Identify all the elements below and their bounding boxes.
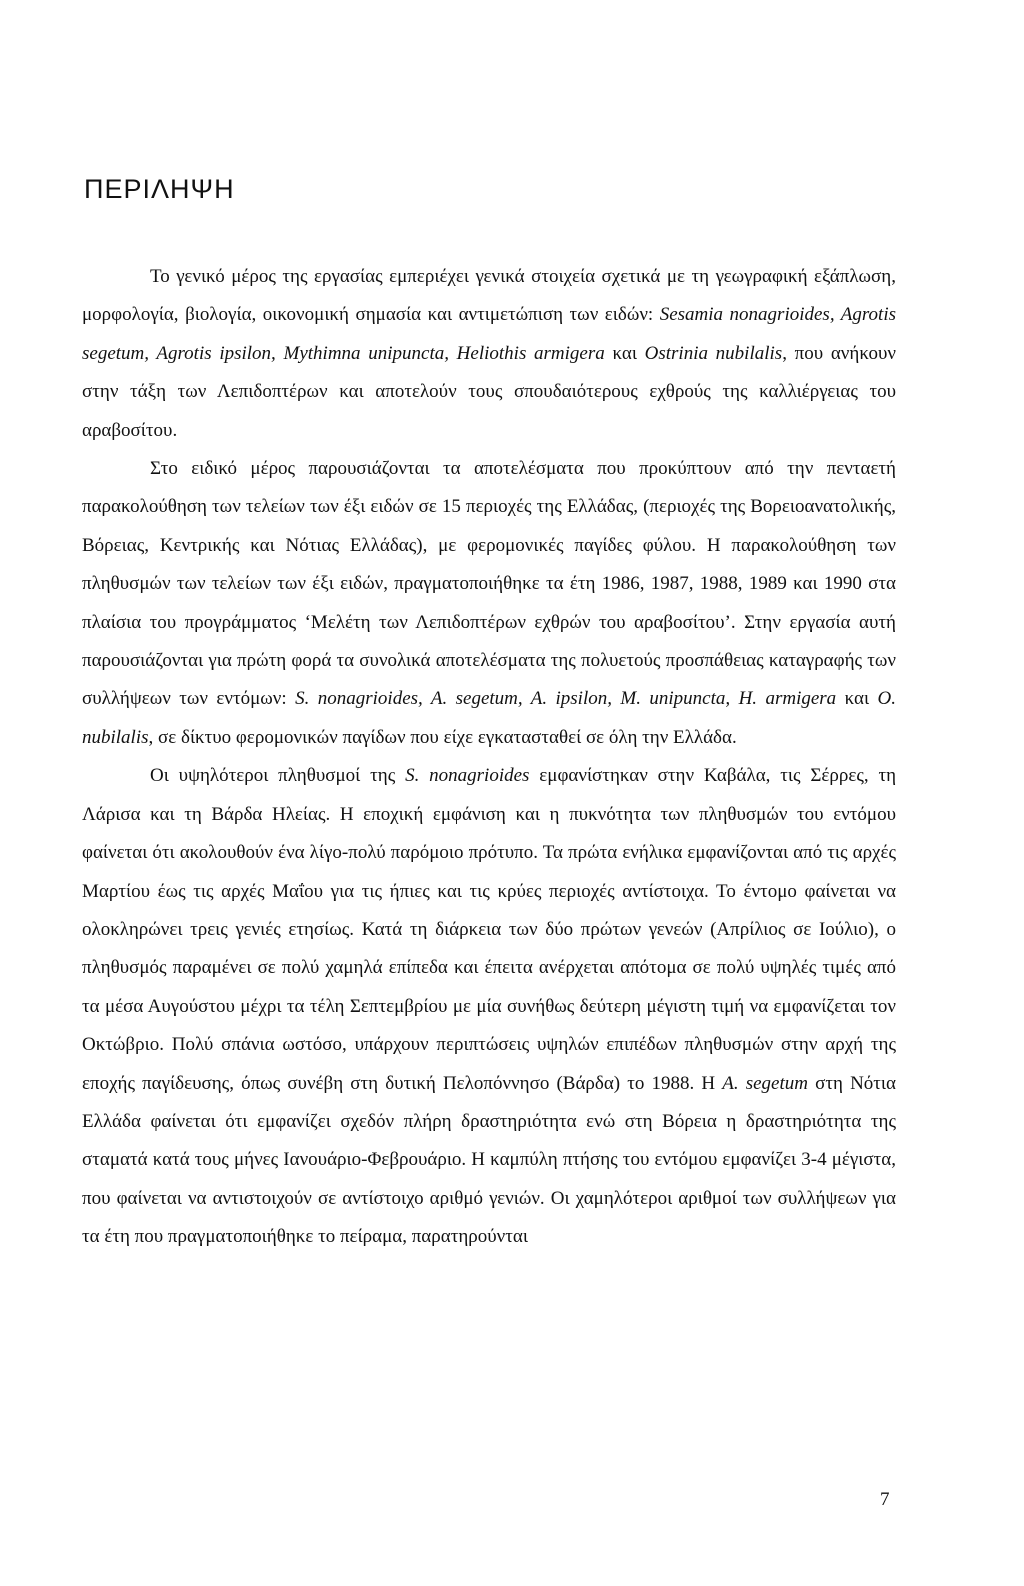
- abstract-body: [82, 258, 896, 1257]
- text-run: στη Νότια Ελλάδα φαίνεται ότι εμφανίζει σχεδόν πλήρη δραστηριότητα ενώ στη Βόρεια η δραστηριότητα της σταματά κατά τους μήνες Ιανουάριο-Φεβρουάριο. Η καμπύλη πτήσης του εντόμου εμφανίζει 3-4 μέγιστα, που φαίνεται να αντιστοιχούν σε αντίστοιχο αριθμό γενιών. Οι χαμηλότεροι αριθμοί των συλλήψεων για τα έτη που πραγματοποιήθηκε το πείραμα, παρατηρούνται: [82, 1072, 896, 1248]
- paragraph-general-part: [82, 258, 896, 450]
- text-run: , που ανήκουν στην τάξη των Λεπιδοπτέρων και αποτελούν τους σπουδαιότερους εχθρούς της καλλιέργειας του αραβοσίτου.: [82, 342, 896, 441]
- paragraph-population-results: [82, 757, 896, 1256]
- text-run: , σε δίκτυο φερομονικών παγίδων που είχε εγκατασταθεί σε όλη την Ελλάδα.: [148, 726, 737, 748]
- text-run: και: [604, 342, 645, 364]
- species-name: Sesamia nonagrioides, Agrotis segetum, Agrotis ipsilon, Mythimna unipuncta, Heliothis armigera: [82, 304, 896, 364]
- page-number: 7: [880, 1489, 890, 1510]
- paragraph-special-part: [82, 450, 896, 757]
- species-name: O. nubilalis: [82, 688, 896, 748]
- text-run: εμφανίστηκαν στην Καβάλα, τις Σέρρες, τη Λάρισα και τη Βάρδα Ηλείας. Η εποχική εμφάνιση και η πυκνότητα των πληθυσμών του εντόμου φαίνεται ότι ακολουθούν ένα λίγο-πολύ παρόμοιο πρότυπο. Τα πρώτα ενήλικα εμφανίζονται από τις αρχές Μαρτίου έως τις αρχές Μαΐου για τις ήπιες και τις κρύες περιοχές αντίστοιχα. Το έντομο φαίνεται να ολοκληρώνει τρεις γενιές ετησίως. Κατά τη διάρκεια των δύο πρώτων γενεών (Απρίλιος σε Ιούλιο), ο πληθυσμός παραμένει σε πολύ χαμηλά επίπεδα και έπειτα ανέρχεται απότομα σε πολύ υψηλές τιμές από τα μέσα Αυγούστου μέχρι τα τέλη Σεπτεμβρίου με μία συνήθως δεύτερη μέγιστη τιμή να εμφανίζεται τον Οκτώβριο. Πολύ σπάνια ωστόσο, υπάρχουν περιπτώσεις υψηλών επιπέδων πληθυσμών στην αρχή της εποχής παγίδευσης, όπως συνέβη στη δυτική Πελοπόννησο (Βάρδα) το 1988. Η: [82, 765, 897, 1094]
- page-title: ΠΕΡΙΛΗΨΗ: [84, 174, 235, 204]
- text-run: Στο ειδικό μέρος παρουσιάζονται τα αποτελέσματα που προκύπτουν από την πενταετή παρακολούθηση των τελείων των έξι ειδών σε 15 περιοχές της Ελλάδας, (περιοχές της Βορειοανατολικής, Βόρειας, Κεντρικής και Νότιας Ελλάδας), με φερομονικές παγίδες φύλου. Η παρακολούθηση των πληθυσμών των τελείων των έξι ειδών, πραγματοποιήθηκε τα έτη 1986, 1987, 1988, 1989 και 1990 στα πλαίσια του προγράμματος ‘Μελέτη των Λεπιδοπτέρων εχθρών του αραβοσίτου’. Στην εργασία αυτή παρουσιάζονται για πρώτη φορά τα συνολικά αποτελέσματα της πολυετούς προσπάθειας καταγραφής των συλλήψεων των εντόμων:: [82, 458, 896, 710]
- text-run: και: [836, 688, 878, 710]
- species-name: S. nonagrioides, A. segetum, A. ipsilon, M. unipuncta, H. armigera: [295, 688, 837, 710]
- species-name: Ostrinia nubilalis: [644, 342, 783, 364]
- text-run: Το γενικό μέρος της εργασίας εμπεριέχει γενικά στοιχεία σχετικά με τη γεωγραφική εξάπλωση, μορφολογία, βιολογία, οικονομική σημασία και αντιμετώπιση των ειδών:: [82, 266, 896, 326]
- species-name: A. segetum: [722, 1072, 808, 1094]
- species-name: S. nonagrioides: [405, 765, 530, 787]
- text-run: Οι υψηλότεροι πληθυσμοί της: [150, 765, 406, 787]
